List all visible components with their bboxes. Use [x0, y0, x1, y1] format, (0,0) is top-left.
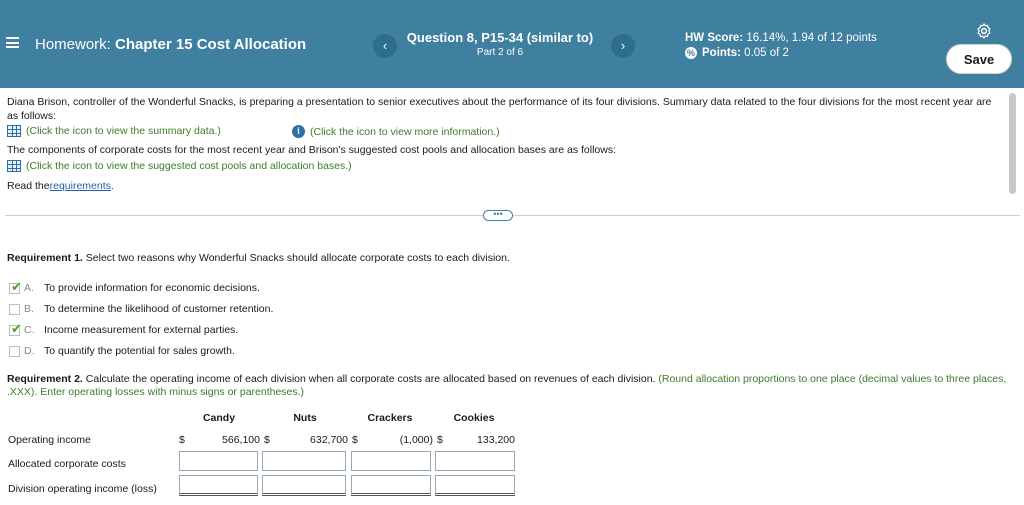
requirement-1-text: Select two reasons why Wonderful Snacks should allocate corporate costs to each division.: [82, 252, 510, 264]
homework-title: [35, 36, 306, 53]
allocated-crackers-input[interactable]: [351, 451, 431, 471]
summary-row: [7, 125, 221, 137]
table-icon[interactable]: [7, 160, 21, 172]
table-icon[interactable]: [7, 125, 21, 137]
division-income-nuts-input[interactable]: [262, 475, 346, 496]
option-letter: A.: [24, 282, 34, 294]
homework-prefix: Homework:: [35, 36, 116, 53]
expand-dots-button[interactable]: •••: [483, 210, 513, 221]
more-info-link[interactable]: (Click the icon to view more information.): [310, 125, 500, 138]
dollar-sign: $: [352, 434, 358, 446]
division-income-cookies-input[interactable]: [435, 475, 515, 496]
info-icon[interactable]: i: [292, 125, 305, 138]
column-header-cookies: Cookies: [453, 412, 495, 424]
next-question-button[interactable]: ›: [611, 34, 635, 58]
gear-icon[interactable]: [975, 22, 993, 40]
option-b-checkbox[interactable]: [9, 304, 20, 315]
option-c[interactable]: [9, 320, 239, 336]
row-label-division-income: Division operating income (loss): [8, 483, 157, 495]
operating-income-candy: 566,100: [222, 434, 260, 446]
previous-question-button[interactable]: ‹: [373, 34, 397, 58]
requirement-2-text: Calculate the operating income of each division when all corporate costs are allocated based on revenues of each division.: [82, 373, 659, 385]
option-a-checkbox[interactable]: [9, 278, 22, 294]
save-button[interactable]: Save: [946, 44, 1012, 74]
cost-pools-link[interactable]: (Click the icon to view the suggested cost pools and allocation bases.): [26, 160, 352, 172]
requirement-2-hint: (Round allocation proportions to one place (decimal values to three places, .XXX). Enter operating losses with minus signs or parentheses.): [7, 373, 1007, 398]
allocated-nuts-input[interactable]: [262, 451, 346, 471]
dollar-sign: $: [264, 434, 270, 446]
points-value: 0.05 of 2: [740, 47, 789, 59]
homework-name: Chapter 15 Cost Allocation: [115, 36, 307, 53]
summary-data-link[interactable]: (Click the icon to view the summary data.): [26, 125, 221, 137]
requirement-2: [7, 373, 1017, 399]
option-c-checkbox[interactable]: [9, 320, 22, 336]
problem-intro: Diana Brison, controller of the Wonderful Snacks, is preparing a presentation to senior executives about the performance of its four divisions. Summary data related to the four divisions for the most recent year are as follows:: [7, 96, 992, 122]
operating-income-crackers: (1,000): [399, 434, 433, 446]
read-requirements: [7, 180, 114, 192]
division-income-candy-input[interactable]: [179, 475, 258, 496]
requirement-1: [7, 252, 510, 264]
option-text: To provide information for economic decisions.: [44, 282, 260, 294]
header-bar: [0, 0, 1024, 88]
dollar-sign: $: [437, 434, 443, 446]
read-prefix: Read the: [7, 180, 50, 192]
hw-score-label: HW Score:: [685, 32, 744, 44]
column-header-candy: Candy: [202, 412, 236, 424]
menu-icon[interactable]: [6, 37, 19, 48]
info-row: [292, 125, 500, 138]
dollar-sign: $: [179, 434, 185, 446]
points: [685, 47, 789, 59]
read-suffix: .: [110, 180, 114, 192]
requirements-link[interactable]: requirements: [49, 180, 111, 192]
option-b[interactable]: [9, 303, 273, 315]
option-letter: D.: [24, 345, 35, 357]
option-text: To quantify the potential for sales growth.: [44, 345, 235, 357]
checkmark-icon: ✔: [11, 278, 22, 294]
option-a[interactable]: [9, 278, 260, 294]
division-income-crackers-input[interactable]: [351, 475, 431, 496]
option-d-checkbox[interactable]: [9, 346, 20, 357]
points-label: Points:: [702, 47, 741, 59]
operating-income-nuts: 632,700: [310, 434, 348, 446]
allocated-cookies-input[interactable]: [435, 451, 515, 471]
option-letter: C.: [24, 324, 35, 336]
question-part: Part 2 of 6: [476, 47, 524, 58]
requirement-2-label: Requirement 2.: [7, 373, 83, 385]
option-letter: B.: [24, 303, 34, 315]
row-label-operating-income: Operating income: [8, 434, 91, 446]
hw-score: [685, 32, 877, 44]
requirement-1-label: Requirement 1.: [7, 252, 83, 264]
question-title: Question 8, P15-34 (similar to): [406, 30, 594, 45]
allocated-candy-input[interactable]: [179, 451, 258, 471]
option-text: Income measurement for external parties.: [44, 324, 239, 336]
partial-credit-icon: %: [686, 48, 695, 58]
row-label-allocated-costs: Allocated corporate costs: [8, 458, 126, 470]
option-d[interactable]: [9, 345, 235, 357]
components-text: The components of corporate costs for the most recent year and Brison's suggested cost pools and allocation bases are as follows:: [7, 144, 616, 156]
column-header-crackers: Crackers: [367, 412, 413, 424]
checkmark-icon: ✔: [11, 320, 22, 336]
pools-row: [7, 160, 352, 172]
column-header-nuts: Nuts: [293, 412, 317, 424]
hw-score-value: 16.14%, 1.94 of 12 points: [743, 32, 877, 44]
option-text: To determine the likelihood of customer retention.: [44, 303, 274, 315]
operating-income-cookies: 133,200: [477, 434, 515, 446]
scrollbar[interactable]: [1009, 93, 1016, 194]
